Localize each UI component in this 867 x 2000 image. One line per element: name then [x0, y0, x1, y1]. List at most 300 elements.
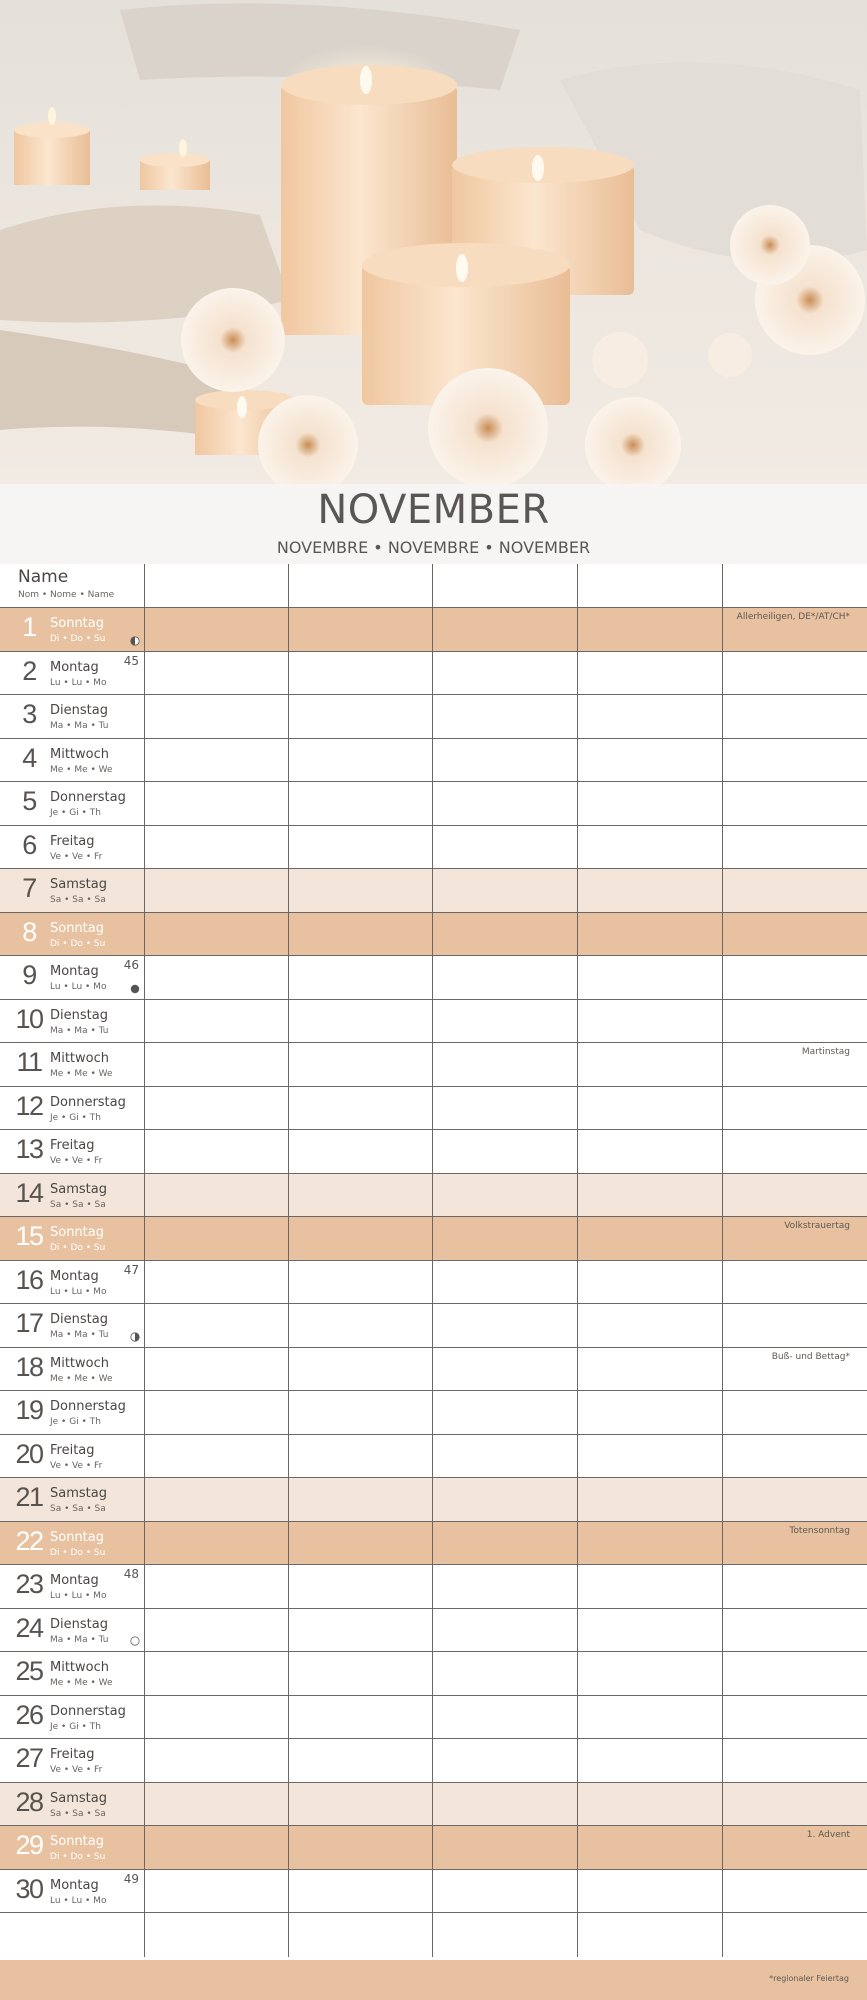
day-label-cell [0, 1522, 145, 1565]
entry-cell[interactable] [289, 1217, 433, 1260]
day-number: 8 [22, 916, 36, 947]
day-name: Donnerstag [50, 1094, 126, 1110]
day-name: Montag [50, 1268, 99, 1284]
entry-cell[interactable] [289, 1565, 433, 1608]
entry-cell[interactable] [433, 1522, 578, 1565]
entry-cell[interactable] [433, 652, 578, 695]
header-row [0, 564, 867, 608]
day-row [0, 1217, 867, 1261]
day-abbreviations: Me • Me • We [50, 1678, 113, 1688]
entry-cell[interactable] [433, 695, 578, 738]
entry-cell[interactable] [723, 869, 867, 912]
entry-cell[interactable] [145, 826, 289, 869]
day-abbreviations: Me • Me • We [50, 764, 113, 775]
day-name: Samstag [50, 1181, 107, 1197]
day-label-cell [0, 1304, 145, 1347]
entry-cell[interactable] [578, 1913, 723, 1957]
entry-cell[interactable] [578, 956, 723, 999]
calendar-grid [0, 564, 867, 1960]
entry-cell[interactable] [578, 739, 723, 782]
day-abbreviations: Lu • Lu • Mo [50, 1591, 107, 1601]
day-label-cell [0, 826, 145, 869]
day-name: Montag [50, 659, 99, 675]
day-row [0, 739, 867, 783]
week-number: 46 [123, 958, 139, 972]
entry-cell[interactable] [145, 1565, 289, 1608]
entry-cell[interactable] [145, 1087, 289, 1130]
entry-cell[interactable] [723, 913, 867, 956]
entry-cell[interactable] [289, 739, 433, 782]
day-label-cell [0, 695, 145, 738]
entry-cell[interactable] [723, 1130, 867, 1173]
day-abbreviations: Lu • Lu • Mo [50, 982, 107, 992]
day-row [0, 608, 867, 652]
holiday-label: Buß- und Bettag* [771, 1351, 850, 1362]
entry-cell[interactable] [578, 826, 723, 869]
holiday-label: Martinstag [801, 1047, 850, 1057]
entry-cell[interactable] [289, 1391, 433, 1434]
day-row [0, 1261, 867, 1305]
day-abbreviations: Di • Do • Su [50, 634, 106, 644]
entry-cell[interactable] [433, 956, 578, 999]
day-label-cell [0, 782, 145, 825]
entry-cell[interactable] [289, 1826, 433, 1869]
day-number: 18 [15, 1351, 43, 1382]
month-subtitle: NOVEMBRE • NOVEMBRE • NOVEMBER [276, 538, 591, 557]
entry-cell[interactable] [723, 608, 867, 651]
entry-cell[interactable] [578, 1522, 723, 1565]
entry-cell[interactable] [145, 608, 289, 651]
holiday-label: Totensonntag [789, 1525, 850, 1536]
day-row [0, 1826, 867, 1870]
entry-cell[interactable] [723, 1087, 867, 1130]
entry-cell[interactable] [723, 1783, 867, 1826]
entry-cell[interactable] [145, 1696, 289, 1739]
holiday-label: Allerheiligen, DE*/AT/CH* [736, 612, 850, 622]
entry-cell[interactable] [145, 1000, 289, 1043]
entry-cell[interactable] [289, 695, 433, 738]
week-number: 49 [123, 1871, 139, 1886]
entry-cell[interactable] [289, 1652, 433, 1695]
entry-cell[interactable] [433, 1913, 578, 1957]
entry-cell[interactable] [723, 1478, 867, 1521]
entry-cell[interactable] [145, 1435, 289, 1478]
day-number: 21 [15, 1482, 43, 1512]
entry-cell[interactable] [289, 1043, 433, 1086]
entry-cell[interactable] [723, 652, 867, 695]
entry-cell[interactable] [578, 1435, 723, 1478]
empty-row [0, 1913, 867, 1957]
day-name: Donnerstag [50, 1703, 126, 1719]
entry-cell[interactable] [289, 826, 433, 869]
entry-cell[interactable] [578, 1391, 723, 1434]
entry-cell[interactable] [723, 1826, 867, 1869]
day-number: 6 [22, 829, 36, 860]
entry-cell[interactable] [723, 739, 867, 782]
day-name: Montag [50, 1877, 99, 1893]
day-name: Samstag [50, 1486, 107, 1501]
entry-cell[interactable] [433, 1826, 578, 1869]
day-abbreviations: Je • Gi • Th [50, 808, 101, 818]
entry-cell[interactable] [433, 608, 578, 651]
day-label-cell [0, 652, 145, 695]
week-number: 45 [123, 653, 139, 668]
entry-cell[interactable] [289, 913, 433, 956]
entry-cell[interactable] [145, 1217, 289, 1260]
entry-cell[interactable] [289, 1522, 433, 1565]
entry-cell[interactable] [145, 1478, 289, 1521]
entry-cell[interactable] [723, 1261, 867, 1304]
day-abbreviations: Je • Gi • Th [50, 1417, 101, 1427]
day-row [0, 1087, 867, 1131]
day-abbreviations: Je • Gi • Th [50, 1721, 101, 1732]
entry-cell[interactable] [723, 1435, 867, 1478]
day-name: Sonntag [50, 1834, 104, 1849]
entry-cell[interactable] [723, 1043, 867, 1086]
day-label-cell [0, 1435, 145, 1478]
entry-cell[interactable] [723, 1000, 867, 1043]
day-row [0, 1000, 867, 1044]
day-number: 3 [22, 699, 36, 729]
day-row [0, 1565, 867, 1609]
day-row [0, 652, 867, 696]
day-label-cell [0, 1043, 145, 1086]
day-row [0, 1696, 867, 1740]
day-name: Samstag [50, 877, 107, 892]
day-row [0, 1652, 867, 1696]
entry-cell[interactable] [578, 1000, 723, 1043]
entry-cell[interactable] [145, 695, 289, 738]
entry-cell[interactable] [145, 1652, 289, 1695]
day-abbreviations: Je • Gi • Th [50, 1112, 101, 1123]
entry-cell[interactable] [289, 1609, 433, 1652]
day-row [0, 1043, 867, 1087]
entry-cell[interactable] [145, 739, 289, 782]
day-abbreviations: Lu • Lu • Mo [50, 1895, 107, 1906]
day-name: Mittwoch [50, 1660, 109, 1675]
day-number: 9 [22, 960, 36, 990]
day-abbreviations: Di • Do • Su [50, 1547, 106, 1558]
entry-cell[interactable] [578, 869, 723, 912]
day-label-cell [0, 1087, 145, 1130]
entry-cell[interactable] [289, 869, 433, 912]
day-number: 12 [15, 1090, 43, 1121]
entry-cell[interactable] [723, 956, 867, 999]
entry-cell[interactable] [433, 1043, 578, 1086]
day-row [0, 782, 867, 826]
day-name: Freitag [50, 833, 95, 849]
name-column-3[interactable] [433, 564, 578, 607]
day-label-cell [0, 1217, 145, 1260]
day-abbreviations: Ma • Ma • Tu [50, 1330, 109, 1340]
day-row [0, 869, 867, 913]
day-name: Dienstag [50, 703, 108, 718]
entry-cell[interactable] [723, 1217, 867, 1260]
entry-cell[interactable] [433, 1348, 578, 1391]
entry-cell[interactable] [578, 652, 723, 695]
day-label-cell [0, 1565, 145, 1608]
entry-cell[interactable] [289, 1696, 433, 1739]
day-label-cell [0, 1783, 145, 1826]
day-row [0, 1435, 867, 1479]
entry-cell[interactable] [145, 1391, 289, 1434]
entry-cell[interactable] [433, 1000, 578, 1043]
entry-cell[interactable] [578, 1304, 723, 1347]
holiday-label: 1. Advent [806, 1830, 850, 1840]
day-abbreviations: Di • Do • Su [50, 1243, 106, 1253]
entry-cell[interactable] [433, 1652, 578, 1695]
entry-cell[interactable] [289, 1000, 433, 1043]
entry-cell[interactable] [578, 1826, 723, 1869]
entry-cell[interactable] [433, 1609, 578, 1652]
entry-cell[interactable] [289, 652, 433, 695]
entry-cell[interactable] [289, 1870, 433, 1913]
name-column-5[interactable] [723, 564, 867, 607]
entry-cell[interactable] [145, 1130, 289, 1173]
entry-cell[interactable] [723, 1739, 867, 1782]
day-row [0, 1348, 867, 1392]
day-abbreviations: Ve • Ve • Fr [50, 1765, 103, 1775]
entry-cell[interactable] [289, 1435, 433, 1478]
entry-cell[interactable] [433, 1870, 578, 1913]
entry-cell[interactable] [578, 608, 723, 651]
entry-cell[interactable] [433, 1130, 578, 1173]
day-name: Freitag [50, 1138, 95, 1153]
entry-cell[interactable] [145, 1783, 289, 1826]
entry-cell[interactable] [145, 1174, 289, 1217]
entry-cell[interactable] [578, 1565, 723, 1608]
entry-cell[interactable] [289, 1130, 433, 1173]
day-label-cell [0, 1739, 145, 1782]
entry-cell[interactable] [433, 739, 578, 782]
day-row [0, 1174, 867, 1218]
entry-cell[interactable] [578, 1348, 723, 1391]
day-abbreviations: Lu • Lu • Mo [50, 677, 107, 688]
entry-cell[interactable] [723, 1391, 867, 1434]
entry-cell[interactable] [578, 695, 723, 738]
day-abbreviations: Ma • Ma • Tu [50, 1634, 109, 1645]
name-column-1[interactable] [145, 564, 289, 607]
day-number: 28 [15, 1786, 43, 1817]
last-quarter-moon-icon [130, 636, 140, 646]
entry-cell[interactable] [433, 1304, 578, 1347]
entry-cell[interactable] [0, 1913, 145, 1957]
day-name: Mittwoch [50, 746, 109, 762]
entry-cell[interactable] [289, 1783, 433, 1826]
entry-cell[interactable] [145, 1348, 289, 1391]
entry-cell[interactable] [723, 826, 867, 869]
entry-cell[interactable] [723, 1696, 867, 1739]
holiday-label: Volkstrauertag [784, 1221, 850, 1231]
entry-cell[interactable] [145, 1522, 289, 1565]
day-number: 29 [15, 1830, 43, 1860]
entry-cell[interactable] [723, 1609, 867, 1652]
entry-cell[interactable] [433, 913, 578, 956]
entry-cell[interactable] [145, 1913, 289, 1957]
entry-cell[interactable] [578, 1870, 723, 1913]
name-column-2[interactable] [289, 564, 433, 607]
entry-cell[interactable] [145, 1043, 289, 1086]
day-number: 5 [22, 786, 36, 816]
day-name: Mittwoch [50, 1355, 109, 1371]
day-label-cell [0, 1478, 145, 1521]
entry-cell[interactable] [289, 782, 433, 825]
entry-cell[interactable] [433, 782, 578, 825]
entry-cell[interactable] [433, 1217, 578, 1260]
entry-cell[interactable] [578, 1739, 723, 1782]
entry-cell[interactable] [289, 1087, 433, 1130]
entry-cell[interactable] [145, 956, 289, 999]
entry-cell[interactable] [433, 1261, 578, 1304]
day-name: Mittwoch [50, 1051, 109, 1066]
day-name: Dienstag [50, 1312, 108, 1327]
entry-cell[interactable] [289, 956, 433, 999]
day-label-cell [0, 1261, 145, 1304]
day-label-cell [0, 913, 145, 956]
day-name: Freitag [50, 1747, 95, 1762]
day-name: Sonntag [50, 920, 104, 936]
day-abbreviations: Ma • Ma • Tu [50, 1025, 109, 1036]
day-number: 30 [15, 1873, 43, 1904]
entry-cell[interactable] [723, 1522, 867, 1565]
day-row [0, 1783, 867, 1827]
day-number: 15 [15, 1221, 43, 1251]
entry-cell[interactable] [289, 1739, 433, 1782]
entry-cell[interactable] [145, 1261, 289, 1304]
name-sublabel: Nom • Nome • Name [18, 590, 115, 600]
entry-cell[interactable] [578, 1217, 723, 1260]
entry-cell[interactable] [145, 782, 289, 825]
entry-cell[interactable] [578, 913, 723, 956]
entry-cell[interactable] [723, 1174, 867, 1217]
day-number: 13 [15, 1134, 43, 1164]
entry-cell[interactable] [723, 695, 867, 738]
entry-cell[interactable] [578, 1261, 723, 1304]
day-label-cell [0, 739, 145, 782]
day-number: 7 [22, 873, 36, 903]
entry-cell[interactable] [723, 1913, 867, 1957]
day-number: 19 [15, 1395, 43, 1425]
name-label: Name [18, 567, 69, 587]
entry-cell[interactable] [723, 1565, 867, 1608]
entry-cell[interactable] [433, 1565, 578, 1608]
day-name: Donnerstag [50, 1399, 126, 1414]
day-label-cell [0, 1609, 145, 1652]
day-name: Sonntag [50, 1529, 104, 1545]
entry-cell[interactable] [289, 1304, 433, 1347]
entry-cell[interactable] [289, 1478, 433, 1521]
day-label-cell [0, 869, 145, 912]
day-name: Samstag [50, 1790, 107, 1806]
entry-cell[interactable] [145, 1739, 289, 1782]
entry-cell[interactable] [433, 869, 578, 912]
entry-cell[interactable] [433, 1783, 578, 1826]
day-row [0, 1478, 867, 1522]
entry-cell[interactable] [145, 913, 289, 956]
day-row [0, 826, 867, 870]
day-abbreviations: Lu • Lu • Mo [50, 1286, 107, 1297]
name-header-cell [0, 564, 145, 607]
entry-cell[interactable] [723, 1652, 867, 1695]
entry-cell[interactable] [289, 1348, 433, 1391]
day-label-cell [0, 1826, 145, 1869]
new-moon-icon [130, 984, 140, 994]
entry-cell[interactable] [578, 1696, 723, 1739]
entry-cell[interactable] [145, 1304, 289, 1347]
week-number: 48 [123, 1567, 139, 1581]
entry-cell[interactable] [578, 1087, 723, 1130]
entry-cell[interactable] [145, 1870, 289, 1913]
day-abbreviations: Me • Me • We [50, 1373, 113, 1384]
entry-cell[interactable] [578, 1478, 723, 1521]
day-label-cell [0, 1870, 145, 1913]
entry-cell[interactable] [433, 1391, 578, 1434]
day-number: 16 [15, 1264, 43, 1295]
day-label-cell [0, 1696, 145, 1739]
entry-cell[interactable] [145, 652, 289, 695]
entry-cell[interactable] [145, 869, 289, 912]
entry-cell[interactable] [289, 608, 433, 651]
entry-cell[interactable] [289, 1261, 433, 1304]
full-moon-icon [130, 1636, 140, 1646]
entry-cell[interactable] [578, 1783, 723, 1826]
entry-cell[interactable] [433, 1739, 578, 1782]
day-name: Freitag [50, 1442, 95, 1458]
day-name: Dienstag [50, 1007, 108, 1023]
entry-cell[interactable] [723, 1304, 867, 1347]
title-band [0, 484, 867, 564]
entry-cell[interactable] [578, 1652, 723, 1695]
name-column-4[interactable] [578, 564, 723, 607]
entry-cell[interactable] [145, 1826, 289, 1869]
entry-cell[interactable] [289, 1174, 433, 1217]
day-row [0, 913, 867, 957]
entry-cell[interactable] [578, 1174, 723, 1217]
entry-cell[interactable] [433, 1087, 578, 1130]
day-number: 4 [22, 742, 36, 773]
entry-cell[interactable] [433, 1478, 578, 1521]
entry-cell[interactable] [578, 1043, 723, 1086]
entry-cell[interactable] [723, 782, 867, 825]
day-name: Dienstag [50, 1616, 108, 1632]
day-row [0, 1130, 867, 1174]
day-number: 24 [15, 1612, 43, 1643]
day-row [0, 1304, 867, 1348]
day-number: 11 [16, 1047, 42, 1077]
entry-cell[interactable] [433, 1696, 578, 1739]
day-row [0, 1391, 867, 1435]
entry-cell[interactable] [433, 826, 578, 869]
day-name: Montag [50, 964, 99, 979]
day-number: 14 [15, 1177, 43, 1208]
month-title: NOVEMBER [317, 487, 550, 533]
entry-cell[interactable] [578, 782, 723, 825]
day-label-cell [0, 1652, 145, 1695]
entry-cell[interactable] [723, 1348, 867, 1391]
entry-cell[interactable] [578, 1609, 723, 1652]
entry-cell[interactable] [433, 1435, 578, 1478]
day-number: 10 [15, 1003, 43, 1034]
day-row [0, 695, 867, 739]
entry-cell[interactable] [145, 1609, 289, 1652]
entry-cell[interactable] [433, 1174, 578, 1217]
day-label-cell [0, 1000, 145, 1043]
entry-cell[interactable] [578, 1130, 723, 1173]
day-number: 27 [15, 1743, 43, 1773]
entry-cell[interactable] [289, 1913, 433, 1957]
footnote: *regionaler Feiertag [769, 1974, 849, 1983]
entry-cell[interactable] [723, 1870, 867, 1913]
